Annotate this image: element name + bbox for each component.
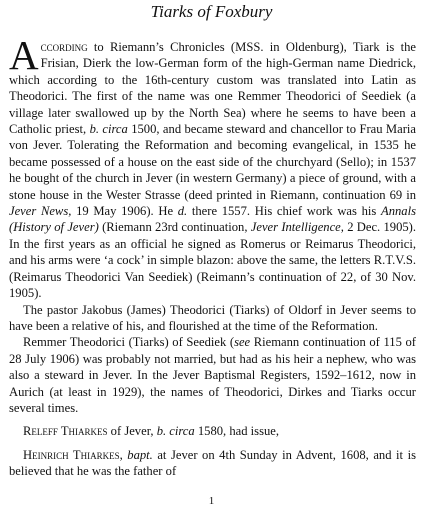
italic-abbrev: b. circa (156, 424, 195, 439)
text-run: 2 Dec. 1905). In the first years as an official he signed as Romerus or Reimarus Theodorici, and his arms were ‘a cock’ in simple blazon: above the same, the letters R.T.V.S. (Reimarus Theodorici Van Seediek) (Reimann’s continuation of 22, of 30 Nov. 1905). (9, 220, 417, 301)
paragraph-releff-thiarkes (9, 423, 416, 439)
text-run: of Jever, (107, 424, 157, 439)
text-run: (Riemann 23rd continuation, (98, 220, 251, 235)
publication-title: Jever News, (9, 204, 72, 219)
text-run: 1500, and became steward and chancellor to Frau Maria von Jever. Tolerating the Reformation and becoming evangelical, in 1535 he became possessed of a house on the east side of the churchyard (Sello); in 1537 he bought of the church in Jever (in western Germany) a piece of ground, with a stone house in the Wester Strasse (deed printed in Riemann, continuation 69 in (9, 122, 416, 202)
text-run: Remmer Theodorici (Tiarks) of Seediek ( (23, 335, 235, 350)
text-run: to Riemann’s Chronicles (MSS. in Oldenburg), Tiark is the Frisian, Dierk the low-German form of the high-German name Diedrick, which according to the 16th-century custom was translated into Latin as Theodorici. The first of the name was one Remmer Theodorici of Seediek (a village later swallowed up by the North Sea) where he seems to have been a Catholic priest, (9, 40, 416, 137)
drop-cap: A (9, 32, 39, 78)
paragraph-heinrich-thiarkes (9, 447, 416, 480)
publication-title: Jever Intelligence, (250, 220, 344, 235)
page-number: 1 (208, 495, 215, 507)
italic-abbrev: d. (177, 204, 188, 219)
italic-abbrev: b. circa (89, 122, 128, 137)
opening-small-caps: ccording (40, 40, 88, 54)
italic-abbrev: bapt. (127, 447, 153, 462)
text-run: there 1557. His chief work was his (187, 204, 381, 219)
text-run: 1580, had issue, (194, 424, 280, 439)
text-run: Riemann continuation of 115 of 28 July 1906) was probably not married, but had as his heir a nephew, who was also a steward in Jever. In the Jever Baptismal Registers, 1592–1612, now in Aurich (at least in 1929), the names of Theodorici, Dirkes and Tiarks occur several times. (9, 335, 416, 415)
paragraph-riemann-chronicles (9, 32, 417, 302)
work-title: Annals (History of Jever) (9, 204, 416, 235)
text-run: 19 May 1906). He (71, 204, 178, 219)
italic-see: see (234, 335, 251, 350)
paragraph-pastor-jakobus: The pastor Jakobus (James) Theodorici (Tiarks) of Oldorf in Jever seems to have been a relative of his, and flourished at the time of the Reformation. (9, 302, 416, 333)
page-title: Tiarks of Foxbury (150, 2, 273, 21)
page-body (9, 32, 417, 480)
paragraph-remmer-theodorici (9, 334, 416, 416)
person-name: Heinrich Thiarkes, (23, 447, 123, 462)
person-name: Releff Thiarkes (23, 424, 108, 439)
text-run: at Jever on 4th Sunday in Advent, 1608, and it is believed that he was the father of (9, 447, 416, 479)
